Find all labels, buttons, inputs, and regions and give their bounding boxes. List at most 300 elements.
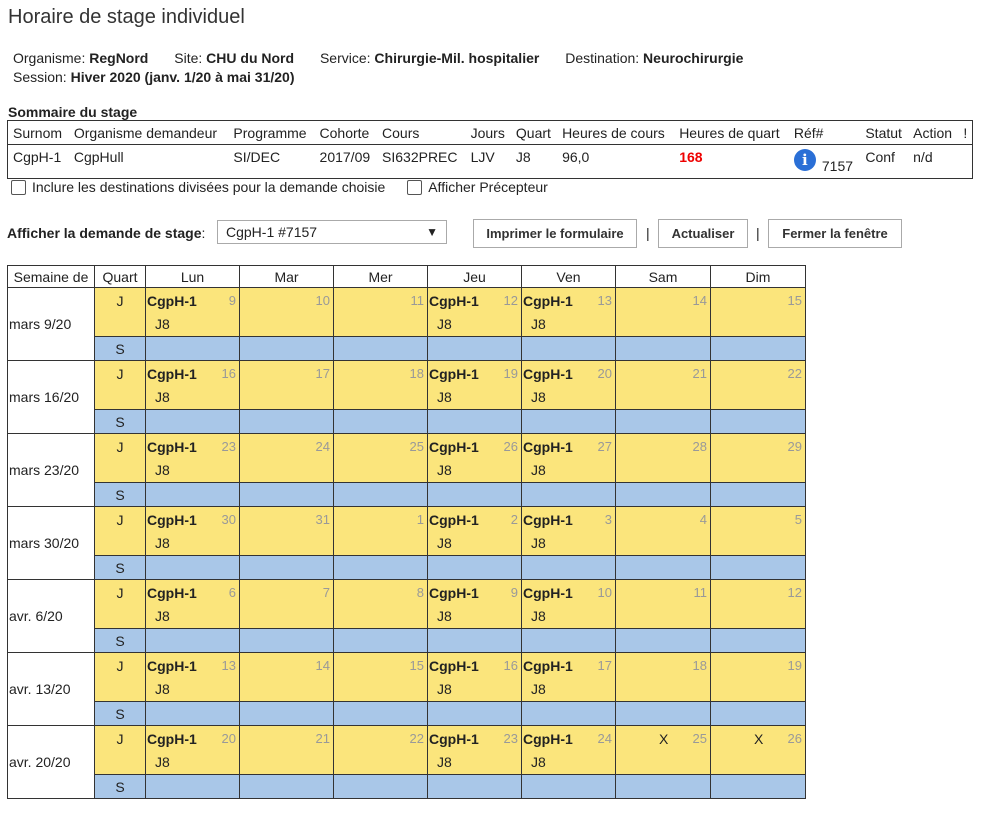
shift-code: J8 xyxy=(437,754,452,770)
day-number: 25 xyxy=(409,439,424,454)
day-cell[interactable] xyxy=(240,507,334,556)
shift-label-day xyxy=(95,726,146,775)
shift-label-day xyxy=(95,361,146,410)
print-button[interactable]: Imprimer le formulaire xyxy=(473,219,637,248)
schedule-calendar xyxy=(7,265,806,799)
day-number: 30 xyxy=(221,512,236,527)
day-number: 7 xyxy=(322,585,330,600)
day-cell[interactable] xyxy=(334,288,428,337)
stage-code: CgpH-1 xyxy=(429,731,479,747)
week-evening-row xyxy=(8,702,806,726)
day-cell[interactable] xyxy=(616,507,711,556)
day-number: 23 xyxy=(221,439,236,454)
day-number: 12 xyxy=(503,293,518,308)
stage-code: CgpH-1 xyxy=(429,439,479,455)
shift-label-evening: S xyxy=(95,775,146,799)
calendar-header: Ven xyxy=(522,266,616,288)
shift-letter: J xyxy=(116,585,124,601)
service-label: Service: xyxy=(319,50,371,66)
day-number: 14 xyxy=(315,658,330,673)
day-cell[interactable] xyxy=(334,361,428,410)
week-evening-row xyxy=(8,337,806,361)
summary-header: Jours xyxy=(466,121,511,145)
day-number: 22 xyxy=(787,366,802,381)
stage-code: CgpH-1 xyxy=(429,293,479,309)
shift-code: J8 xyxy=(437,389,452,405)
day-number: 9 xyxy=(510,585,518,600)
day-cell[interactable] xyxy=(240,726,334,775)
day-cell[interactable] xyxy=(616,653,711,702)
day-number: 23 xyxy=(503,731,518,746)
calendar-header: Sam xyxy=(616,266,711,288)
quart-cell: J8 xyxy=(515,149,531,165)
summary-header: ! xyxy=(958,121,972,145)
day-cell[interactable] xyxy=(522,434,616,483)
shift-letter: J xyxy=(116,512,124,528)
day-number: 16 xyxy=(221,366,236,381)
evening-cell[interactable] xyxy=(522,629,616,653)
evening-cell[interactable] xyxy=(146,775,240,799)
day-cell[interactable] xyxy=(146,726,240,775)
evening-cell[interactable] xyxy=(334,629,428,653)
shift-label-evening: S xyxy=(95,337,146,361)
evening-cell[interactable] xyxy=(522,337,616,361)
alert-cell xyxy=(958,145,972,179)
shift-code: J8 xyxy=(531,316,546,332)
week-day-row xyxy=(8,434,806,483)
day-cell[interactable] xyxy=(616,288,711,337)
evening-cell[interactable] xyxy=(428,702,522,726)
week-label: mars 9/20 xyxy=(8,288,95,361)
day-number: 2 xyxy=(510,512,518,527)
calendar-header: Dim xyxy=(711,266,806,288)
stage-code: CgpH-1 xyxy=(523,512,573,528)
evening-cell[interactable] xyxy=(240,629,334,653)
shift-code: J8 xyxy=(531,754,546,770)
evening-cell[interactable] xyxy=(428,410,522,434)
refresh-button[interactable]: Actualiser xyxy=(658,219,748,248)
evening-cell[interactable] xyxy=(334,483,428,507)
day-cell[interactable] xyxy=(240,434,334,483)
day-cell[interactable] xyxy=(146,288,240,337)
evening-cell[interactable] xyxy=(240,410,334,434)
stage-code: CgpH-1 xyxy=(429,658,479,674)
evening-cell[interactable] xyxy=(522,483,616,507)
surnom-cell: CgpH-1 xyxy=(13,149,62,165)
include-divided-checkbox[interactable] xyxy=(11,179,385,195)
separator: | xyxy=(756,225,760,241)
day-cell[interactable] xyxy=(711,288,806,337)
shift-letter: J xyxy=(116,731,124,747)
shift-code: J8 xyxy=(155,462,170,478)
ref-cell xyxy=(789,145,860,179)
day-cell[interactable] xyxy=(522,653,616,702)
evening-cell[interactable] xyxy=(428,483,522,507)
summary-header: Cours xyxy=(377,121,466,145)
day-cell[interactable] xyxy=(522,580,616,629)
organisme-label: Organisme: xyxy=(13,50,86,66)
day-number: 8 xyxy=(416,585,424,600)
day-cell[interactable] xyxy=(711,726,806,775)
summary-header: Programme xyxy=(228,121,314,145)
day-cell[interactable] xyxy=(146,361,240,410)
calendar-header: Lun xyxy=(146,266,240,288)
day-number: 13 xyxy=(597,293,612,308)
week-label: mars 30/20 xyxy=(8,507,95,580)
site-label: Site: xyxy=(174,50,203,66)
cours-cell: SI632PREC xyxy=(382,149,458,165)
day-number: 24 xyxy=(315,439,330,454)
evening-cell[interactable] xyxy=(711,702,806,726)
calendar-header: Jeu xyxy=(428,266,522,288)
stage-code: CgpH-1 xyxy=(147,439,197,455)
stage-code: CgpH-1 xyxy=(523,658,573,674)
organisme-cell: CgpHull xyxy=(73,149,124,165)
stage-code: CgpH-1 xyxy=(523,366,573,382)
shift-label-day xyxy=(95,653,146,702)
shift-code: J8 xyxy=(437,681,452,697)
shift-label-evening: S xyxy=(95,483,146,507)
day-number: 11 xyxy=(410,293,424,308)
day-cell[interactable] xyxy=(428,653,522,702)
day-number: 31 xyxy=(315,512,330,527)
week-evening-row xyxy=(8,775,806,799)
summary-header: Surnom xyxy=(8,121,69,145)
stage-code: CgpH-1 xyxy=(523,731,573,747)
evening-cell[interactable] xyxy=(334,556,428,580)
statut-cell: Conf xyxy=(865,149,895,165)
day-cell[interactable] xyxy=(146,434,240,483)
day-number: 10 xyxy=(597,585,612,600)
heures-quart-cell: 168 xyxy=(679,149,703,165)
shift-letter: J xyxy=(116,366,124,382)
day-number: 15 xyxy=(787,293,802,308)
checkbox-box[interactable] xyxy=(407,180,422,195)
day-cell[interactable] xyxy=(334,434,428,483)
evening-cell[interactable] xyxy=(428,337,522,361)
evening-cell[interactable] xyxy=(240,775,334,799)
shift-label-day xyxy=(95,580,146,629)
stage-code: CgpH-1 xyxy=(147,366,197,382)
day-cell[interactable] xyxy=(522,507,616,556)
day-number: 18 xyxy=(409,366,424,381)
week-day-row xyxy=(8,507,806,556)
summary-header: Réf# xyxy=(789,121,860,145)
shift-letter: J xyxy=(116,439,124,455)
day-cell[interactable] xyxy=(522,288,616,337)
shift-code: J8 xyxy=(155,681,170,697)
evening-cell[interactable] xyxy=(522,702,616,726)
close-window-button[interactable]: Fermer la fenêtre xyxy=(768,219,902,248)
evening-cell[interactable] xyxy=(240,337,334,361)
summary-table xyxy=(7,120,973,179)
day-cell[interactable] xyxy=(428,361,522,410)
shift-code: J8 xyxy=(531,389,546,405)
stage-code: CgpH-1 xyxy=(429,512,479,528)
summary-header: Cohorte xyxy=(315,121,377,145)
evening-cell[interactable] xyxy=(711,410,806,434)
summary-header: Quart xyxy=(511,121,557,145)
calendar-header-row xyxy=(8,266,806,288)
day-cell[interactable] xyxy=(240,580,334,629)
day-cell[interactable] xyxy=(428,288,522,337)
evening-cell[interactable] xyxy=(334,337,428,361)
evening-cell[interactable] xyxy=(240,556,334,580)
shift-code: J8 xyxy=(437,535,452,551)
day-number: 9 xyxy=(228,293,236,308)
checkbox-label: Inclure les destinations divisées pour la demande choisie xyxy=(32,179,386,195)
day-cell[interactable] xyxy=(428,726,522,775)
request-select[interactable] xyxy=(217,220,447,244)
day-cell[interactable] xyxy=(146,580,240,629)
options-checkboxes xyxy=(11,179,566,198)
summary-header: Action xyxy=(908,121,958,145)
day-cell[interactable] xyxy=(334,653,428,702)
session-label: Session: xyxy=(13,69,67,85)
day-number: 5 xyxy=(794,512,802,527)
shift-letter: J xyxy=(116,293,124,309)
shift-code: J8 xyxy=(531,608,546,624)
day-cell[interactable] xyxy=(146,653,240,702)
day-number: 17 xyxy=(315,366,330,381)
info-icon[interactable]: i xyxy=(794,149,816,171)
day-cell[interactable] xyxy=(240,288,334,337)
destination-label: Destination: xyxy=(565,50,640,66)
day-cell[interactable] xyxy=(240,361,334,410)
info-line-1 xyxy=(13,49,765,68)
calendar-header: Quart xyxy=(95,266,146,288)
evening-cell[interactable] xyxy=(146,337,240,361)
evening-cell[interactable] xyxy=(616,410,711,434)
summary-header: Heures de quart xyxy=(674,121,789,145)
day-cell[interactable] xyxy=(711,361,806,410)
stage-code: CgpH-1 xyxy=(523,585,573,601)
summary-header: Statut xyxy=(860,121,908,145)
day-cell[interactable] xyxy=(334,507,428,556)
day-number: 29 xyxy=(787,439,802,454)
evening-cell[interactable] xyxy=(522,556,616,580)
evening-cell[interactable] xyxy=(616,629,711,653)
evening-cell[interactable] xyxy=(428,629,522,653)
week-day-row xyxy=(8,580,806,629)
day-cell[interactable] xyxy=(522,361,616,410)
evening-cell[interactable] xyxy=(146,702,240,726)
shift-code: J8 xyxy=(155,608,170,624)
day-number: 15 xyxy=(409,658,424,673)
destination-value: Neurochirurgie xyxy=(643,50,744,66)
stage-code: CgpH-1 xyxy=(147,512,197,528)
evening-cell[interactable] xyxy=(146,556,240,580)
show-preceptor-checkbox[interactable] xyxy=(407,179,548,195)
calendar-header: Semaine de xyxy=(8,266,95,288)
day-number: 14 xyxy=(692,293,707,308)
ref-number: 7157 xyxy=(821,158,854,174)
evening-cell[interactable] xyxy=(616,337,711,361)
day-cell[interactable] xyxy=(616,726,711,775)
day-cell[interactable] xyxy=(616,361,711,410)
stage-code: CgpH-1 xyxy=(147,293,197,309)
info-line-2 xyxy=(13,68,765,87)
evening-cell[interactable] xyxy=(711,629,806,653)
shift-label-evening: S xyxy=(95,556,146,580)
day-number: 21 xyxy=(692,366,707,381)
evening-cell[interactable] xyxy=(616,702,711,726)
day-number: 17 xyxy=(597,658,612,673)
shift-code: J8 xyxy=(437,462,452,478)
evening-cell[interactable] xyxy=(711,775,806,799)
service-value: Chirurgie-Mil. hospitalier xyxy=(374,50,540,66)
evening-cell[interactable] xyxy=(616,775,711,799)
stage-info xyxy=(13,49,765,87)
shift-code: J8 xyxy=(155,754,170,770)
day-cell[interactable] xyxy=(334,580,428,629)
shift-code: J8 xyxy=(155,316,170,332)
shift-label-day xyxy=(95,288,146,337)
day-cell[interactable] xyxy=(711,580,806,629)
evening-cell[interactable] xyxy=(522,775,616,799)
day-number: 10 xyxy=(315,293,330,308)
shift-code: J8 xyxy=(437,608,452,624)
action-cell: n/d xyxy=(913,149,933,165)
week-evening-row xyxy=(8,410,806,434)
day-number: 12 xyxy=(787,585,802,600)
day-cell[interactable] xyxy=(334,726,428,775)
shift-code: J8 xyxy=(531,462,546,478)
day-cell[interactable] xyxy=(428,580,522,629)
separator: | xyxy=(646,225,650,241)
summary-header-row xyxy=(8,121,973,145)
day-number: 20 xyxy=(597,366,612,381)
shift-code: J8 xyxy=(531,535,546,551)
day-number: 19 xyxy=(503,366,518,381)
week-label: avr. 13/20 xyxy=(8,653,95,726)
checkbox-label: Afficher Précepteur xyxy=(428,179,548,195)
evening-cell[interactable] xyxy=(428,556,522,580)
shift-code: J8 xyxy=(155,535,170,551)
site-value: CHU du Nord xyxy=(206,50,295,66)
day-cell[interactable] xyxy=(428,507,522,556)
programme-cell: SI/DEC xyxy=(233,149,281,165)
session-range: (janv. 1/20 à mai 31/20) xyxy=(144,69,295,85)
summary-header: Heures de cours xyxy=(557,121,674,145)
stage-code: CgpH-1 xyxy=(429,585,479,601)
week-label: avr. 20/20 xyxy=(8,726,95,799)
week-evening-row xyxy=(8,556,806,580)
week-day-row xyxy=(8,361,806,410)
evening-cell[interactable] xyxy=(334,775,428,799)
shift-label-evening: S xyxy=(95,410,146,434)
day-number: 1 xyxy=(416,512,424,527)
calendar-header: Mar xyxy=(240,266,334,288)
summary-row xyxy=(8,145,973,179)
week-day-row xyxy=(8,726,806,775)
evening-cell[interactable] xyxy=(522,410,616,434)
evening-cell[interactable] xyxy=(711,337,806,361)
day-cell[interactable] xyxy=(146,507,240,556)
evening-cell[interactable] xyxy=(240,702,334,726)
evening-cell[interactable] xyxy=(146,483,240,507)
request-select-label: Afficher la demande de stage: xyxy=(7,225,206,241)
shift-label-evening: S xyxy=(95,629,146,653)
day-number: 6 xyxy=(228,585,236,600)
evening-cell[interactable] xyxy=(711,556,806,580)
chevron-down-icon: ▼ xyxy=(426,225,438,239)
session-value: Hiver 2020 xyxy=(70,69,141,85)
summary-title: Sommaire du stage xyxy=(8,104,138,120)
calendar-header: Mer xyxy=(334,266,428,288)
day-cell[interactable] xyxy=(616,434,711,483)
day-number: 28 xyxy=(692,439,707,454)
controls-bar xyxy=(7,220,967,248)
evening-cell[interactable] xyxy=(616,483,711,507)
day-cell[interactable] xyxy=(522,726,616,775)
week-evening-row xyxy=(8,629,806,653)
shift-label-day xyxy=(95,507,146,556)
week-label: mars 23/20 xyxy=(8,434,95,507)
day-cell[interactable] xyxy=(711,653,806,702)
evening-cell[interactable] xyxy=(334,702,428,726)
day-number: 21 xyxy=(315,731,330,746)
stage-code: CgpH-1 xyxy=(147,585,197,601)
day-number: 27 xyxy=(597,439,612,454)
day-number: 26 xyxy=(787,731,802,746)
day-cell[interactable] xyxy=(616,580,711,629)
week-day-row xyxy=(8,288,806,337)
day-number: 11 xyxy=(693,585,707,600)
shift-code: J8 xyxy=(531,681,546,697)
organisme-value: RegNord xyxy=(89,50,149,66)
day-number: 19 xyxy=(787,658,802,673)
evening-cell[interactable] xyxy=(616,556,711,580)
day-cell[interactable] xyxy=(428,434,522,483)
day-number: 4 xyxy=(699,512,707,527)
day-number: 18 xyxy=(692,658,707,673)
evening-cell[interactable] xyxy=(146,410,240,434)
shift-letter: J xyxy=(116,658,124,674)
day-cell[interactable] xyxy=(711,507,806,556)
select-value: CgpH-1 #7157 xyxy=(226,224,318,240)
stage-code: CgpH-1 xyxy=(523,439,573,455)
stage-code: CgpH-1 xyxy=(147,731,197,747)
week-day-row xyxy=(8,653,806,702)
checkbox-box[interactable] xyxy=(11,180,26,195)
heures-cours-cell: 96,0 xyxy=(562,149,590,165)
day-number: 20 xyxy=(221,731,236,746)
stage-code: CgpH-1 xyxy=(523,293,573,309)
evening-cell[interactable] xyxy=(334,410,428,434)
day-cell[interactable] xyxy=(711,434,806,483)
day-number: 16 xyxy=(503,658,518,673)
evening-cell[interactable] xyxy=(240,483,334,507)
evening-cell[interactable] xyxy=(428,775,522,799)
week-label: mars 16/20 xyxy=(8,361,95,434)
day-number: 26 xyxy=(503,439,518,454)
shift-code: J8 xyxy=(437,316,452,332)
week-evening-row xyxy=(8,483,806,507)
summary-header: Organisme demandeur xyxy=(69,121,229,145)
day-number: 3 xyxy=(604,512,612,527)
evening-cell[interactable] xyxy=(711,483,806,507)
day-number: 24 xyxy=(597,731,612,746)
unavailable-mark: X xyxy=(659,731,669,747)
cohorte-cell: 2017/09 xyxy=(319,149,371,165)
shift-code: J8 xyxy=(155,389,170,405)
evening-cell[interactable] xyxy=(146,629,240,653)
day-cell[interactable] xyxy=(240,653,334,702)
shift-label-day xyxy=(95,434,146,483)
page-title: Horaire de stage individuel xyxy=(8,6,245,28)
jours-cell: LJV xyxy=(470,149,495,165)
